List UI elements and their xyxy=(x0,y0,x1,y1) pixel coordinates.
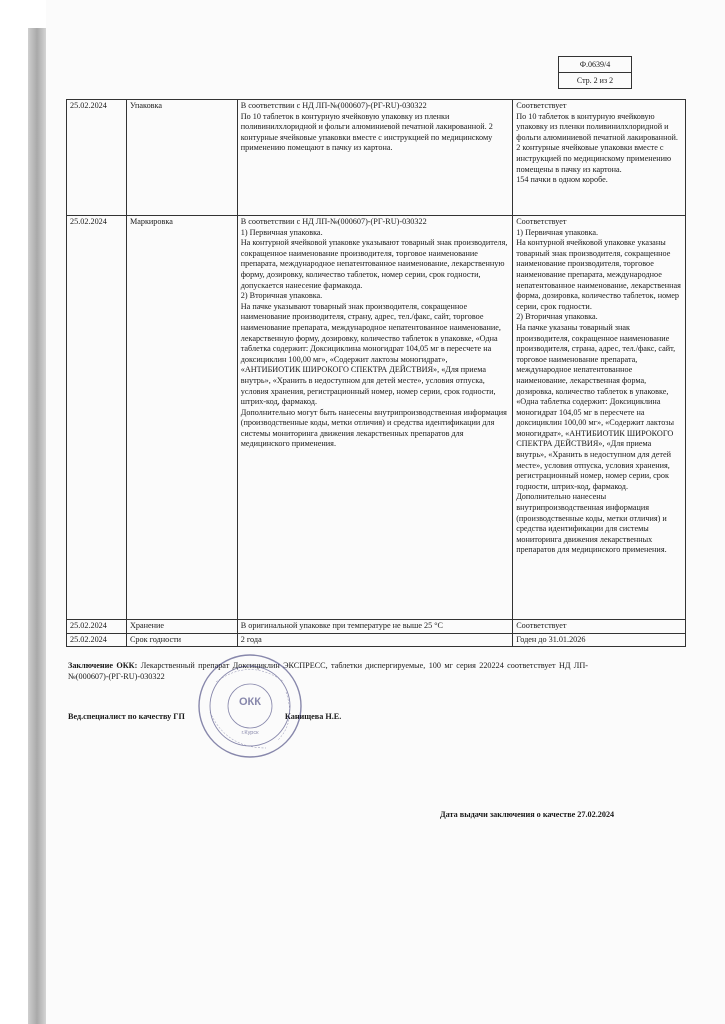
row-param: Упаковка xyxy=(126,100,237,216)
row-requirement: В оригинальной упаковке при температуре не выше 25 °С xyxy=(237,620,512,634)
specialist-name: Канищева Н.Е. xyxy=(284,712,342,721)
row-date: 25.02.2024 xyxy=(67,633,127,647)
row-requirement: В соответствии с НД ЛП-№(000607)-(РГ-RU)-030322 1) Первичная упаковка. На контурной ячейковой упаковке указывают товарный знак производителя, сокращенное наименование производителя, торговое наименование препарата, международное непатентованное наименование, лекарственную форму, дозировку, количество таблеток, номер серии, срок годности, допускается нанесение фармакода. 2) Вторичная упаковка. На пачке указывают товарный знак производителя, сокращенное наименование производителя, страну, адрес, тел./факс, сайт, торговое наименование препарата, международное непатентованное наименование, лекарственную форму, дозировку, количество таблеток в упаковке, «Одна таблетка содержит: Доксициклина моногидрат 104,05 мг в пересчете на доксициклин 100,00 мг», «Содержит лактозы моногидрат», «АНТИБИОТИК ШИРОКОГО СПЕКТРА ДЕЙСТВИЯ», «Для приема внутрь», «Хранить в недоступном для детей месте», условия отпуска, условия хранения, регистрационный номер, номер серии, срок годности, штрих-код, фармакод. Дополнительно могут быть нанесены внутрипроизводственная информация (производственные коды, метки отличия) и средства идентификации для системы мониторинга движения лекарственных препаратов для медицинского применения. xyxy=(237,216,512,620)
conclusion-text: Лекарственный препарат Доксициклин ЭКСПРЕСС, таблетки диспергируемые, 100 мг серия 220224 соответствует НД ЛП-№(000607)-(РГ-RU)-030322 xyxy=(68,661,588,681)
specialist-label: Вед.специалист по качеству ГП xyxy=(68,712,185,721)
row-date: 25.02.2024 xyxy=(67,100,127,216)
table-row xyxy=(67,100,686,216)
issue-date-label: Дата выдачи заключения о качестве xyxy=(440,810,576,819)
conclusion xyxy=(68,660,588,682)
stamp-city-text: г.Курск xyxy=(241,730,259,736)
scan-edge xyxy=(28,28,46,1024)
table-row xyxy=(67,620,686,634)
stamp-center-text: ОКК xyxy=(239,696,261,708)
quality-table xyxy=(66,99,686,647)
form-code: Ф.0639/4 xyxy=(579,60,611,69)
row-param: Срок годности xyxy=(126,633,237,647)
row-param: Хранение xyxy=(126,620,237,634)
page-number: Стр. 2 из 2 xyxy=(559,72,631,88)
conclusion-label: Заключение ОКК: xyxy=(68,661,138,670)
issue-date-value: 27.02.2024 xyxy=(577,810,615,819)
table-row xyxy=(67,216,686,620)
row-result: Соответствует xyxy=(513,620,686,634)
row-date: 25.02.2024 xyxy=(67,620,127,634)
row-result: Соответствует 1) Первичная упаковка. На контурной ячейковой упаковке указаны товарный знак производителя, сокращенное наименование производителя, торговое наименование препарата, международное непатентованное наименование, лекарственная форма, дозировка, количество таблеток, номер серии, срок годности. 2) Вторичная упаковка. На пачке указаны товарный знак производителя, сокращенное наименование производителя, страна, адрес, тел./факс, сайт, торговое наименование препарата, международное непатентованное наименование, лекарственная форма, дозировка, количество таблеток в упаковке, «Одна таблетка содержит: Доксициклина моногидрат 104,05 мг в пересчете на доксициклин 100,00 мг», «Содержит лактозы моногидрат», «АНТИБИОТИК ШИРОКОГО СПЕКТРА ДЕЙСТВИЯ», «Для приема внутрь», «Хранить в недоступном для детей месте», условия отпуска, условия хранения, регистрационный номер, номер серии, срок годности, штрих-код, фармакод. Дополнительно нанесены внутрипроизводственная информация (производственные коды, метки отличия) и средства идентификации для системы мониторинга движения лекарственных препаратов для медицинского применения. xyxy=(513,216,686,620)
row-result: Годен до 31.01.2026 xyxy=(513,633,686,647)
row-result: Соответствует По 10 таблеток в контурную ячейковую упаковку из пленки поливинилхлоридной и фольги алюминиевой печатной лакированной. 2 контурные ячейковые упаковки вместе с инструкцией по медицинскому применению помещены в пачку из картона. 154 пачки в одном коробе. xyxy=(513,100,686,216)
table-row xyxy=(67,633,686,647)
issue-date-line xyxy=(440,810,614,819)
row-date: 25.02.2024 xyxy=(67,216,127,620)
official-stamp xyxy=(196,652,304,760)
row-requirement: В соответствии с НД ЛП-№(000607)-(РГ-RU)-030322 По 10 таблеток в контурную ячейковую упаковку из пленки поливинилхлоридной и фольги алюминиевой печатной лакированной. 2 контурные ячейковые упаковки вместе с инструкцией по медицинскому применению помещают в пачку из картона. xyxy=(237,100,512,216)
form-number-box xyxy=(558,56,632,89)
row-requirement: 2 года xyxy=(237,633,512,647)
row-param: Маркировка xyxy=(126,216,237,620)
